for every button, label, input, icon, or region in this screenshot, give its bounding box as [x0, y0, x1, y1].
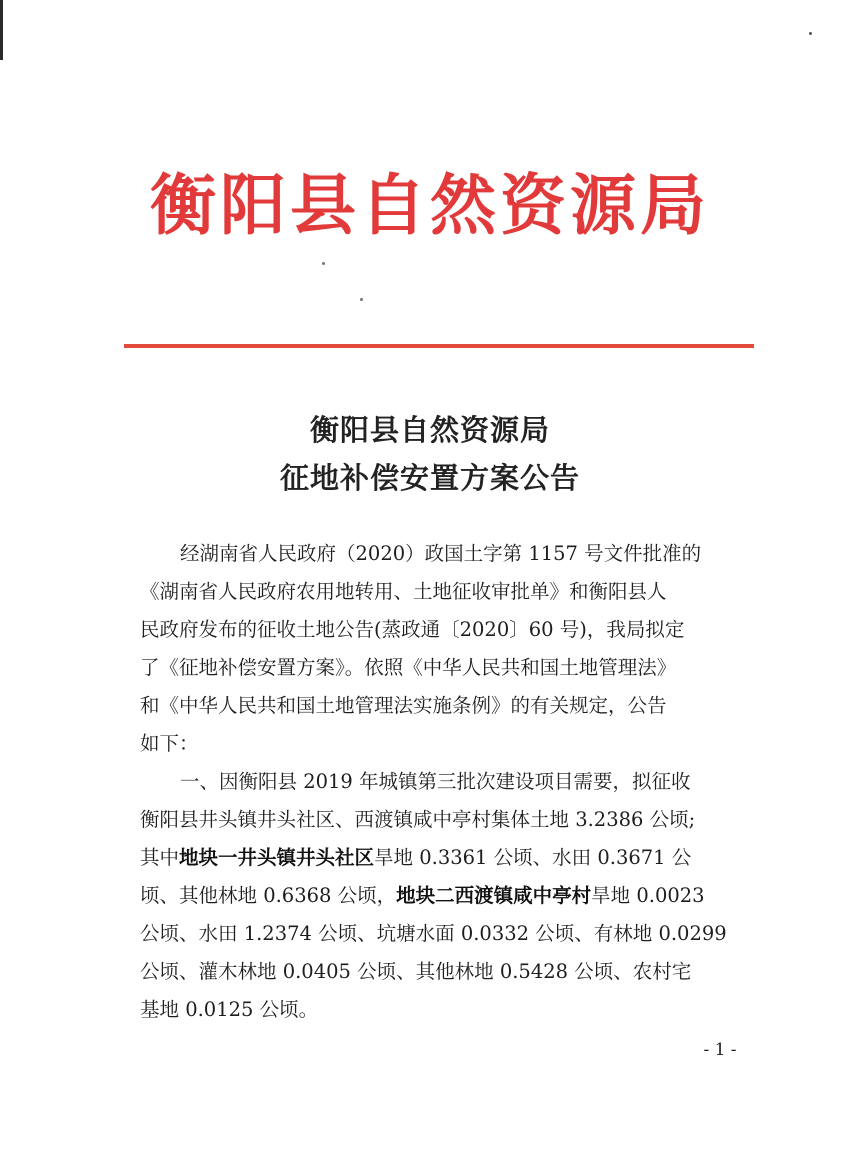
- body-line: 了《征地补偿安置方案》。依照《中华人民共和国土地管理法》: [140, 656, 677, 679]
- document-body: [140, 535, 740, 1029]
- letterhead-organization: 衡阳县自然资源局: [150, 166, 710, 244]
- body-text: 旱地 0.3361 公顷、水田 0.3671 公: [374, 846, 692, 869]
- parcel-two-label: 地块二西渡镇咸中亭村: [396, 884, 592, 907]
- letterhead-red-rule: [124, 344, 754, 348]
- body-text: 顷、其他林地 0.6368 公顷，: [140, 884, 397, 907]
- body-line: 公顷、水田 1.2374 公顷、坑塘水面 0.0332 公顷、有林地 0.0299: [140, 922, 727, 945]
- document-title-line1: 衡阳县自然资源局: [309, 413, 550, 447]
- body-text: 其中: [140, 846, 180, 869]
- body-line: 一、因衡阳县 2019 年城镇第三批次建设项目需要，拟征收: [180, 770, 691, 793]
- scan-edge-mark: [0, 0, 3, 60]
- scan-speck: [809, 32, 812, 35]
- body-line: 和《中华人民共和国土地管理法实施条例》的有关规定，公告: [140, 694, 667, 717]
- parcel-one-label: 地块一井头镇井头社区: [179, 846, 375, 869]
- body-text: 旱地 0.0023: [591, 884, 705, 907]
- body-line: 民政府发布的征收土地公告(蒸政通〔2020〕60 号)，我局拟定: [140, 618, 685, 641]
- body-line: 如下：: [140, 732, 199, 755]
- body-line: [140, 839, 740, 877]
- body-line: [140, 877, 740, 915]
- body-line: 公顷、灌木林地 0.0405 公顷、其他林地 0.5428 公顷、农村宅: [140, 960, 692, 983]
- document-title-line2: 征地补偿安置方案公告: [279, 461, 580, 495]
- scan-speck: [322, 262, 325, 265]
- body-line: 经湖南省人民政府（2020）政国土字第 1157 号文件批准的: [180, 542, 702, 565]
- body-line: 基地 0.0125 公顷。: [140, 998, 319, 1021]
- body-line: 《湖南省人民政府农用地转用、土地征收审批单》和衡阳县人: [140, 580, 667, 603]
- page-number: - 1 -: [703, 1040, 737, 1060]
- scan-speck: [360, 298, 363, 301]
- body-line: 衡阳县井头镇井头社区、西渡镇咸中亭村集体土地 3.2386 公顷;: [140, 808, 696, 831]
